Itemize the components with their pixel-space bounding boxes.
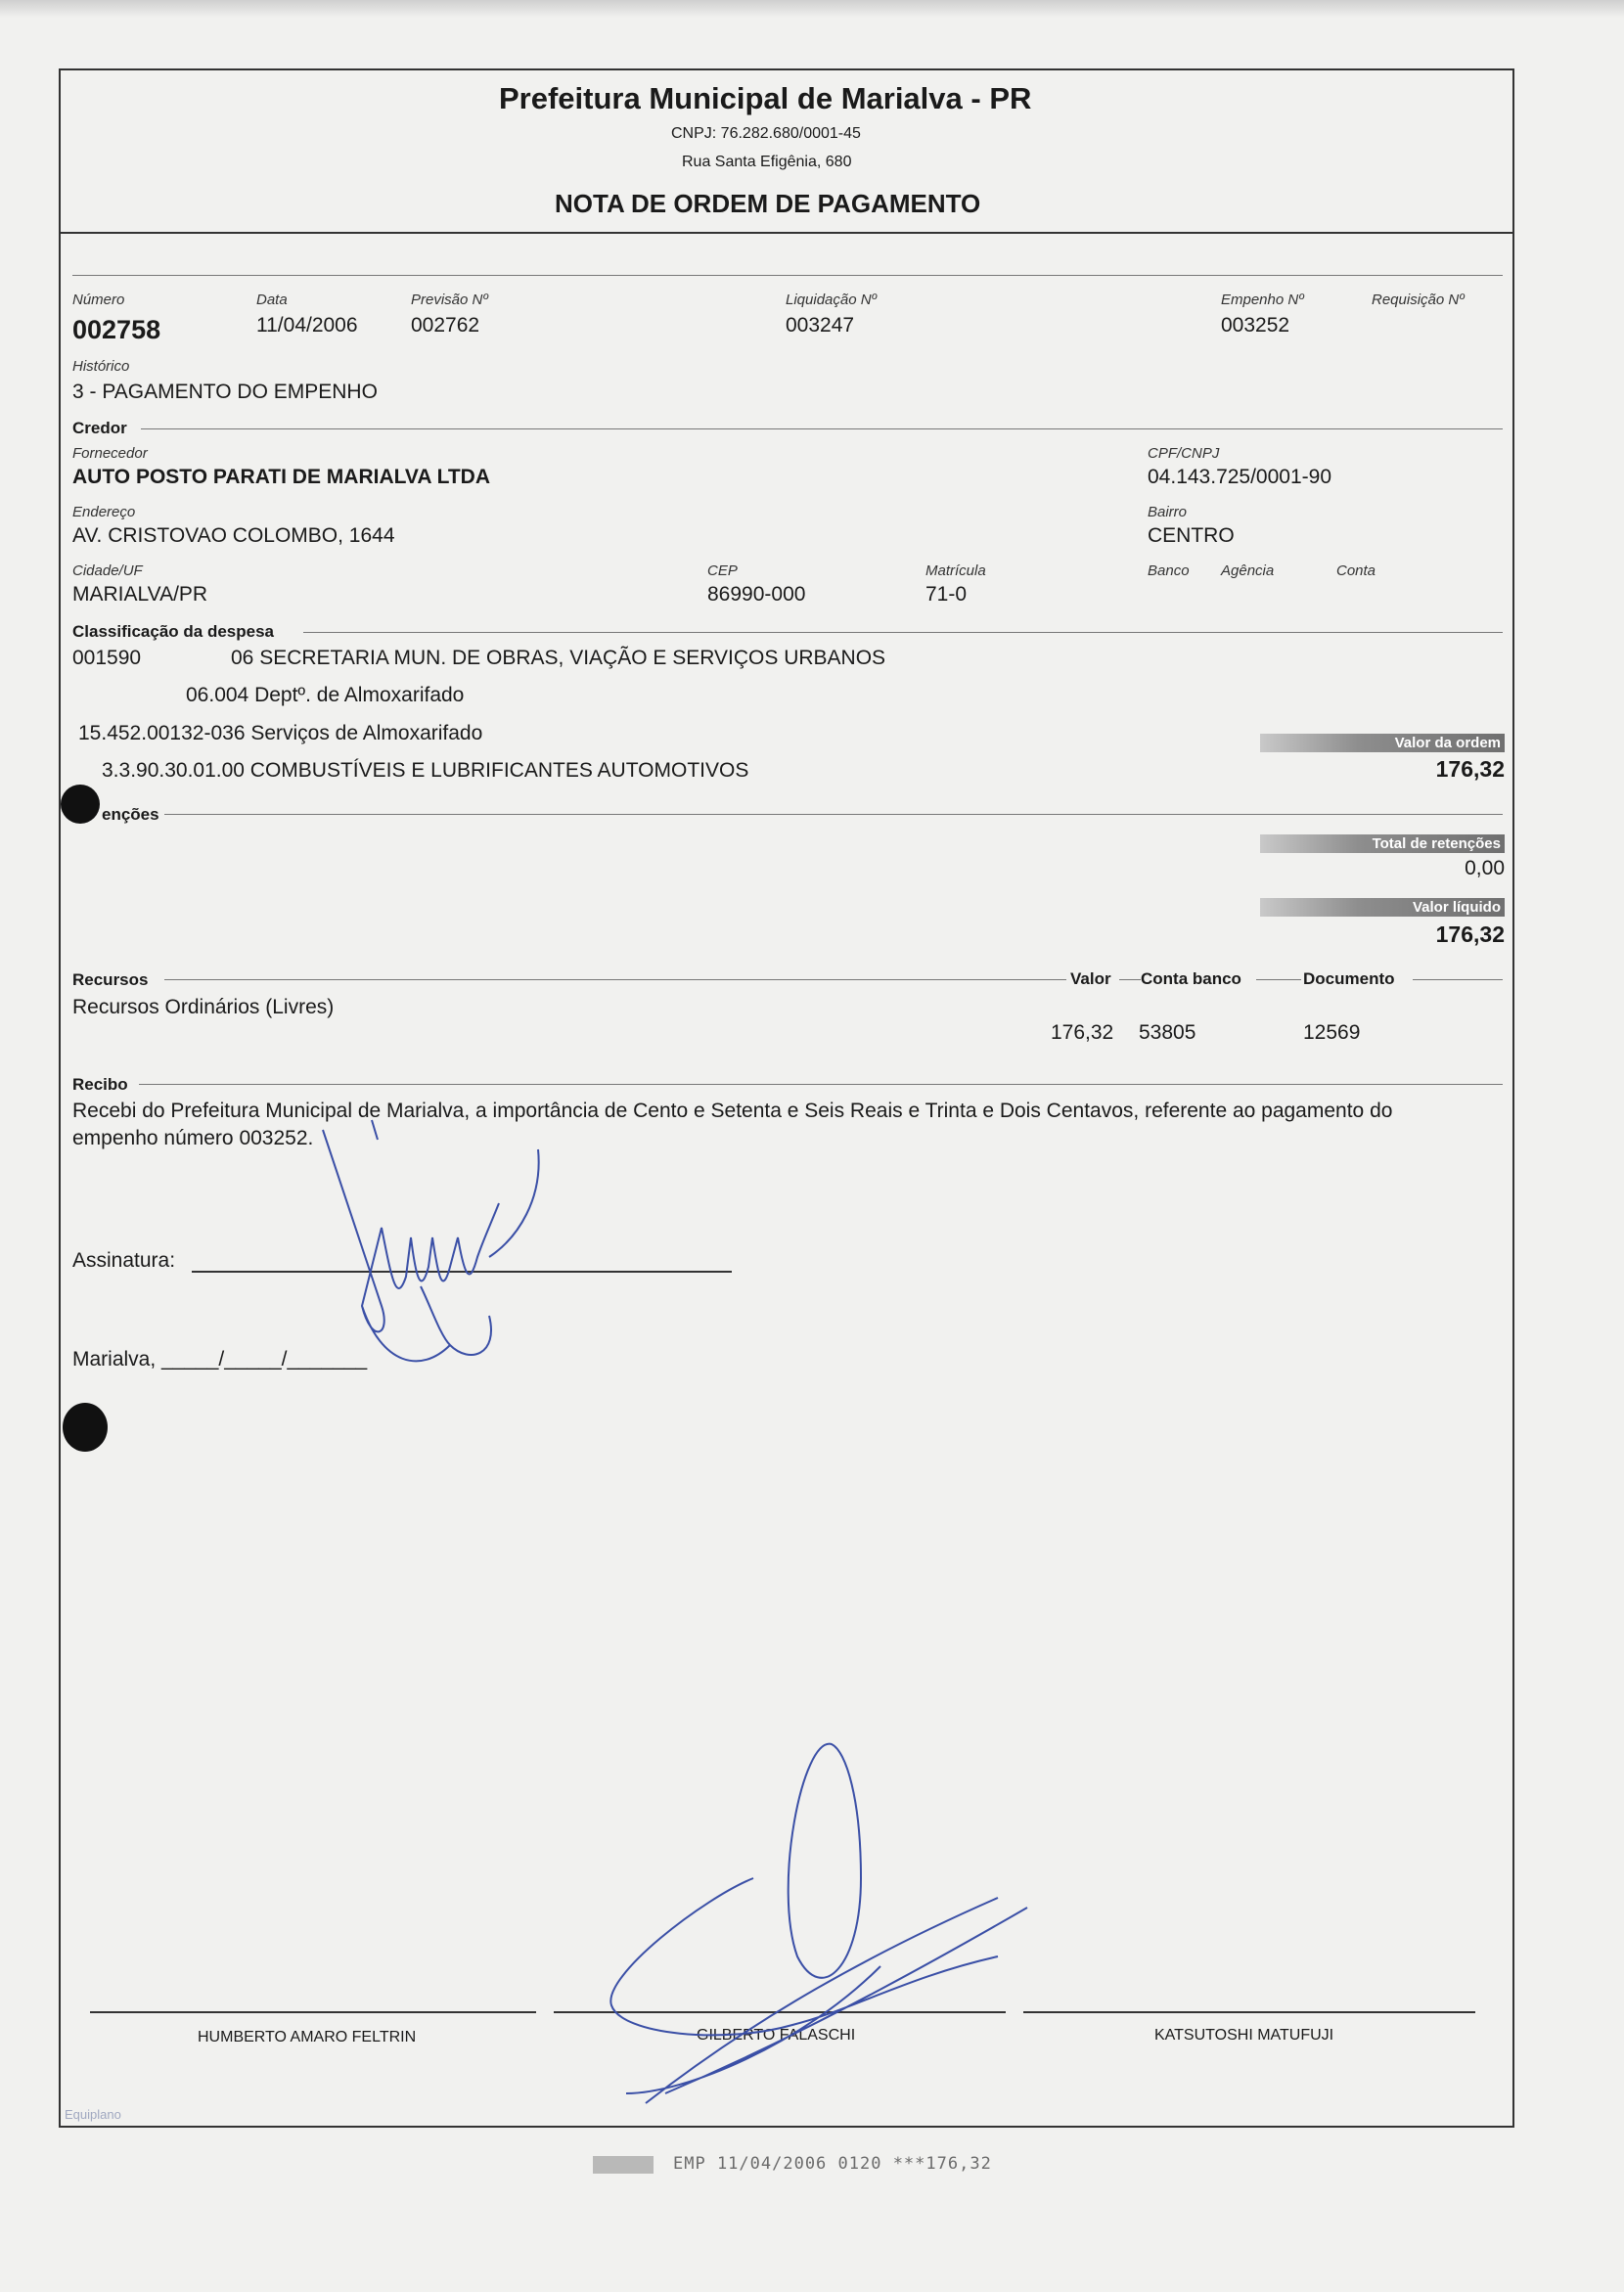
recursos-conta: 53805 — [1139, 1021, 1196, 1044]
signatory-line — [1023, 2011, 1475, 2013]
stamp-mark — [593, 2156, 654, 2174]
historico-label: Histórico — [72, 358, 130, 375]
valor-ordem-bar — [1260, 734, 1505, 752]
divider — [1256, 979, 1301, 980]
classificacao-unit: 06.004 Deptº. de Almoxarifado — [186, 684, 465, 706]
total-retencoes-value: 0,00 — [1465, 857, 1505, 879]
recursos-section: Recursos — [72, 970, 149, 989]
data-label: Data — [256, 292, 288, 308]
valor-liquido-value: 176,32 — [1435, 921, 1505, 947]
cnpj-text: CNPJ: 76.282.680/0001-45 — [671, 125, 861, 142]
footer-stamp: EMP 11/04/2006 0120 ***176,32 — [673, 2154, 992, 2174]
punch-hole — [61, 785, 100, 824]
signatory-line — [90, 2011, 536, 2013]
endereco-label: Endereço — [72, 504, 136, 520]
total-retencoes-bar — [1260, 834, 1505, 853]
divider — [139, 1084, 1503, 1085]
cep-value: 86990-000 — [707, 583, 806, 606]
divider — [1413, 979, 1503, 980]
bairro-label: Bairro — [1148, 504, 1188, 520]
data-value: 11/04/2006 — [256, 314, 358, 337]
valor-ordem-label: Valor da ordem — [1394, 735, 1501, 751]
liquidacao-label: Liquidação Nº — [786, 292, 878, 308]
header-divider — [59, 232, 1514, 234]
valor-liquido-label: Valor líquido — [1412, 899, 1501, 916]
divider — [141, 428, 1503, 429]
assinatura-label: Assinatura: — [72, 1249, 176, 1272]
recibo-text: Recebi do Prefeitura Municipal de Marialva, a importância de Cento e Setenta e Seis Reais e Trinta e Dois Centavos, referente ao pagamento do empenho número 003252. — [72, 1100, 1393, 1149]
divider — [164, 979, 1066, 980]
endereco-value: AV. CRISTOVAO COLOMBO, 1644 — [72, 524, 395, 547]
classificacao-section: Classificação da despesa — [72, 622, 275, 641]
recursos-documento-header: Documento — [1303, 969, 1395, 988]
recursos-desc: Recursos Ordinários (Livres) — [72, 996, 335, 1018]
punch-hole — [63, 1403, 108, 1452]
matricula-value: 71-0 — [925, 583, 968, 606]
banco-label: Banco — [1148, 562, 1190, 579]
signatory-name-3: KATSUTOSHI MATUFUJI — [1154, 2027, 1334, 2044]
conta-label: Conta — [1336, 562, 1376, 579]
numero-label: Número — [72, 292, 125, 308]
cpf-value: 04.143.725/0001-90 — [1148, 466, 1332, 488]
previsao-value: 002762 — [411, 314, 480, 337]
valor-ordem-value: 176,32 — [1435, 756, 1505, 782]
divider — [164, 814, 1503, 815]
valor-liquido-bar — [1260, 898, 1505, 917]
agencia-label: Agência — [1221, 562, 1275, 579]
classificacao-code: 001590 — [72, 647, 142, 669]
bairro-value: CENTRO — [1148, 524, 1235, 547]
fornecedor-label: Fornecedor — [72, 445, 148, 462]
footer-brand: Equiplano — [65, 2107, 121, 2122]
recursos-documento: 12569 — [1303, 1021, 1361, 1044]
divider — [1119, 979, 1141, 980]
local-date-label: Marialva, _____/_____/_______ — [72, 1348, 368, 1371]
empenho-label: Empenho Nº — [1221, 292, 1304, 308]
cpf-label: CPF/CNPJ — [1148, 445, 1220, 462]
cidade-value: MARIALVA/PR — [72, 583, 208, 606]
signatory-name-1: HUMBERTO AMARO FELTRIN — [198, 2029, 417, 2045]
cep-label: CEP — [707, 562, 738, 579]
fornecedor-value: AUTO POSTO PARATI DE MARIALVA LTDA — [72, 466, 490, 488]
numero-value: 002758 — [72, 315, 161, 344]
scan-shade — [0, 0, 1624, 18]
previsao-label: Previsão Nº — [411, 292, 488, 308]
recibo-section: Recibo — [72, 1075, 128, 1094]
classificacao-element: 3.3.90.30.01.00 COMBUSTÍVEIS E LUBRIFICANTES AUTOMOTIVOS — [102, 759, 749, 782]
page-title: Prefeitura Municipal de Marialva - PR — [499, 81, 1032, 115]
divider — [303, 632, 1503, 633]
cidade-label: Cidade/UF — [72, 562, 143, 579]
document-title: NOTA DE ORDEM DE PAGAMENTO — [555, 189, 981, 218]
requisicao-label: Requisição Nº — [1372, 292, 1465, 308]
historico-value: 3 - PAGAMENTO DO EMPENHO — [72, 381, 378, 403]
address-text: Rua Santa Efigênia, 680 — [682, 154, 852, 170]
empenho-value: 003252 — [1221, 314, 1290, 337]
retencoes-section: enções — [102, 805, 159, 824]
recursos-valor: 176,32 — [1051, 1021, 1114, 1044]
classificacao-func: 15.452.00132-036 Serviços de Almoxarifado — [78, 722, 483, 744]
recursos-conta-header: Conta banco — [1141, 969, 1241, 988]
signatory-signature — [587, 1741, 1047, 2123]
liquidacao-value: 003247 — [786, 314, 855, 337]
credor-section: Credor — [72, 419, 127, 437]
signatory-name-2: GILBERTO FALASCHI — [697, 2027, 856, 2044]
total-retencoes-label: Total de retenções — [1372, 835, 1501, 852]
classificacao-org: 06 SECRETARIA MUN. DE OBRAS, VIAÇÃO E SERVIÇOS URBANOS — [231, 647, 886, 669]
matricula-label: Matrícula — [925, 562, 986, 579]
recursos-valor-header: Valor — [1070, 969, 1111, 988]
recibo-signature — [303, 1110, 577, 1384]
divider — [72, 275, 1503, 276]
